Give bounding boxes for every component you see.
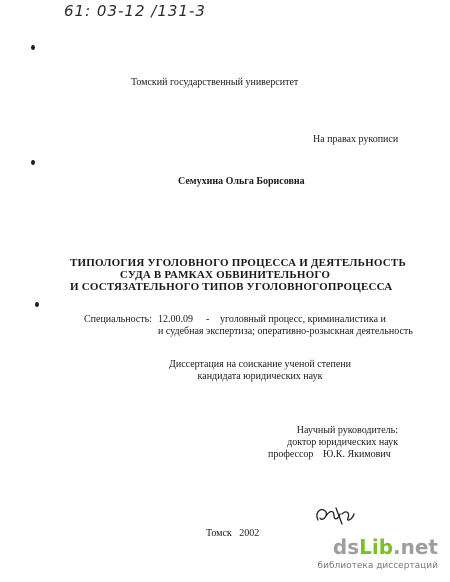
dslib-subtitle: библиотека диссертаций	[317, 561, 438, 571]
handwritten-note: 61: 03-12 /131-3	[64, 2, 206, 20]
degree-line: Диссертация на соискание ученой степени	[169, 359, 351, 370]
advisor-block	[280, 425, 398, 449]
punch-hole-mark	[31, 45, 35, 50]
dissertation-degree	[160, 359, 360, 383]
logo-net: .net	[393, 535, 438, 559]
university-name: Томский государственный университет	[131, 77, 299, 88]
dissertation-title	[70, 257, 406, 293]
specialty-line-2: и судебная экспертиза; оперативно-розыскная деятельность	[158, 326, 413, 337]
degree-line: кандидата юридических наук	[197, 371, 323, 382]
place-year: Томск 2002	[206, 528, 260, 539]
manuscript-rights: На правах рукописи	[313, 134, 399, 145]
logo-lib: Lib	[359, 535, 394, 559]
advisor-role: профессор	[268, 449, 314, 460]
specialty-label: Специальность:	[84, 314, 152, 325]
logo-ds: ds	[332, 535, 360, 559]
title-line: СУДА В РАМКАХ ОБВИНИТЕЛЬНОГО	[119, 269, 331, 281]
advisor-name: Ю.К. Якимович	[323, 449, 391, 460]
author-name: Семухина Ольга Борисовна	[178, 176, 305, 187]
specialty-line-1: уголовный процесс, криминалистика и	[220, 314, 386, 325]
title-line: И СОСТЯЗАТЕЛЬНОГО ТИПОВ УГОЛОВНОГОПРОЦЕССА	[70, 281, 393, 293]
specialty-code: 12.00.09	[158, 314, 193, 325]
title-line: ТИПОЛОГИЯ УГОЛОВНОГО ПРОЦЕССА И ДЕЯТЕЛЬНОСТЬ	[70, 257, 406, 269]
punch-hole-mark	[35, 302, 39, 307]
dslib-watermark	[317, 535, 442, 576]
advisor-title: Научный руководитель:	[296, 425, 398, 436]
punch-hole-mark	[31, 160, 35, 165]
dslib-logo	[333, 536, 438, 558]
specialty-dash: -	[206, 314, 210, 325]
advisor-degree: доктор юридических наук	[287, 437, 398, 448]
handwritten-signature	[312, 502, 356, 530]
